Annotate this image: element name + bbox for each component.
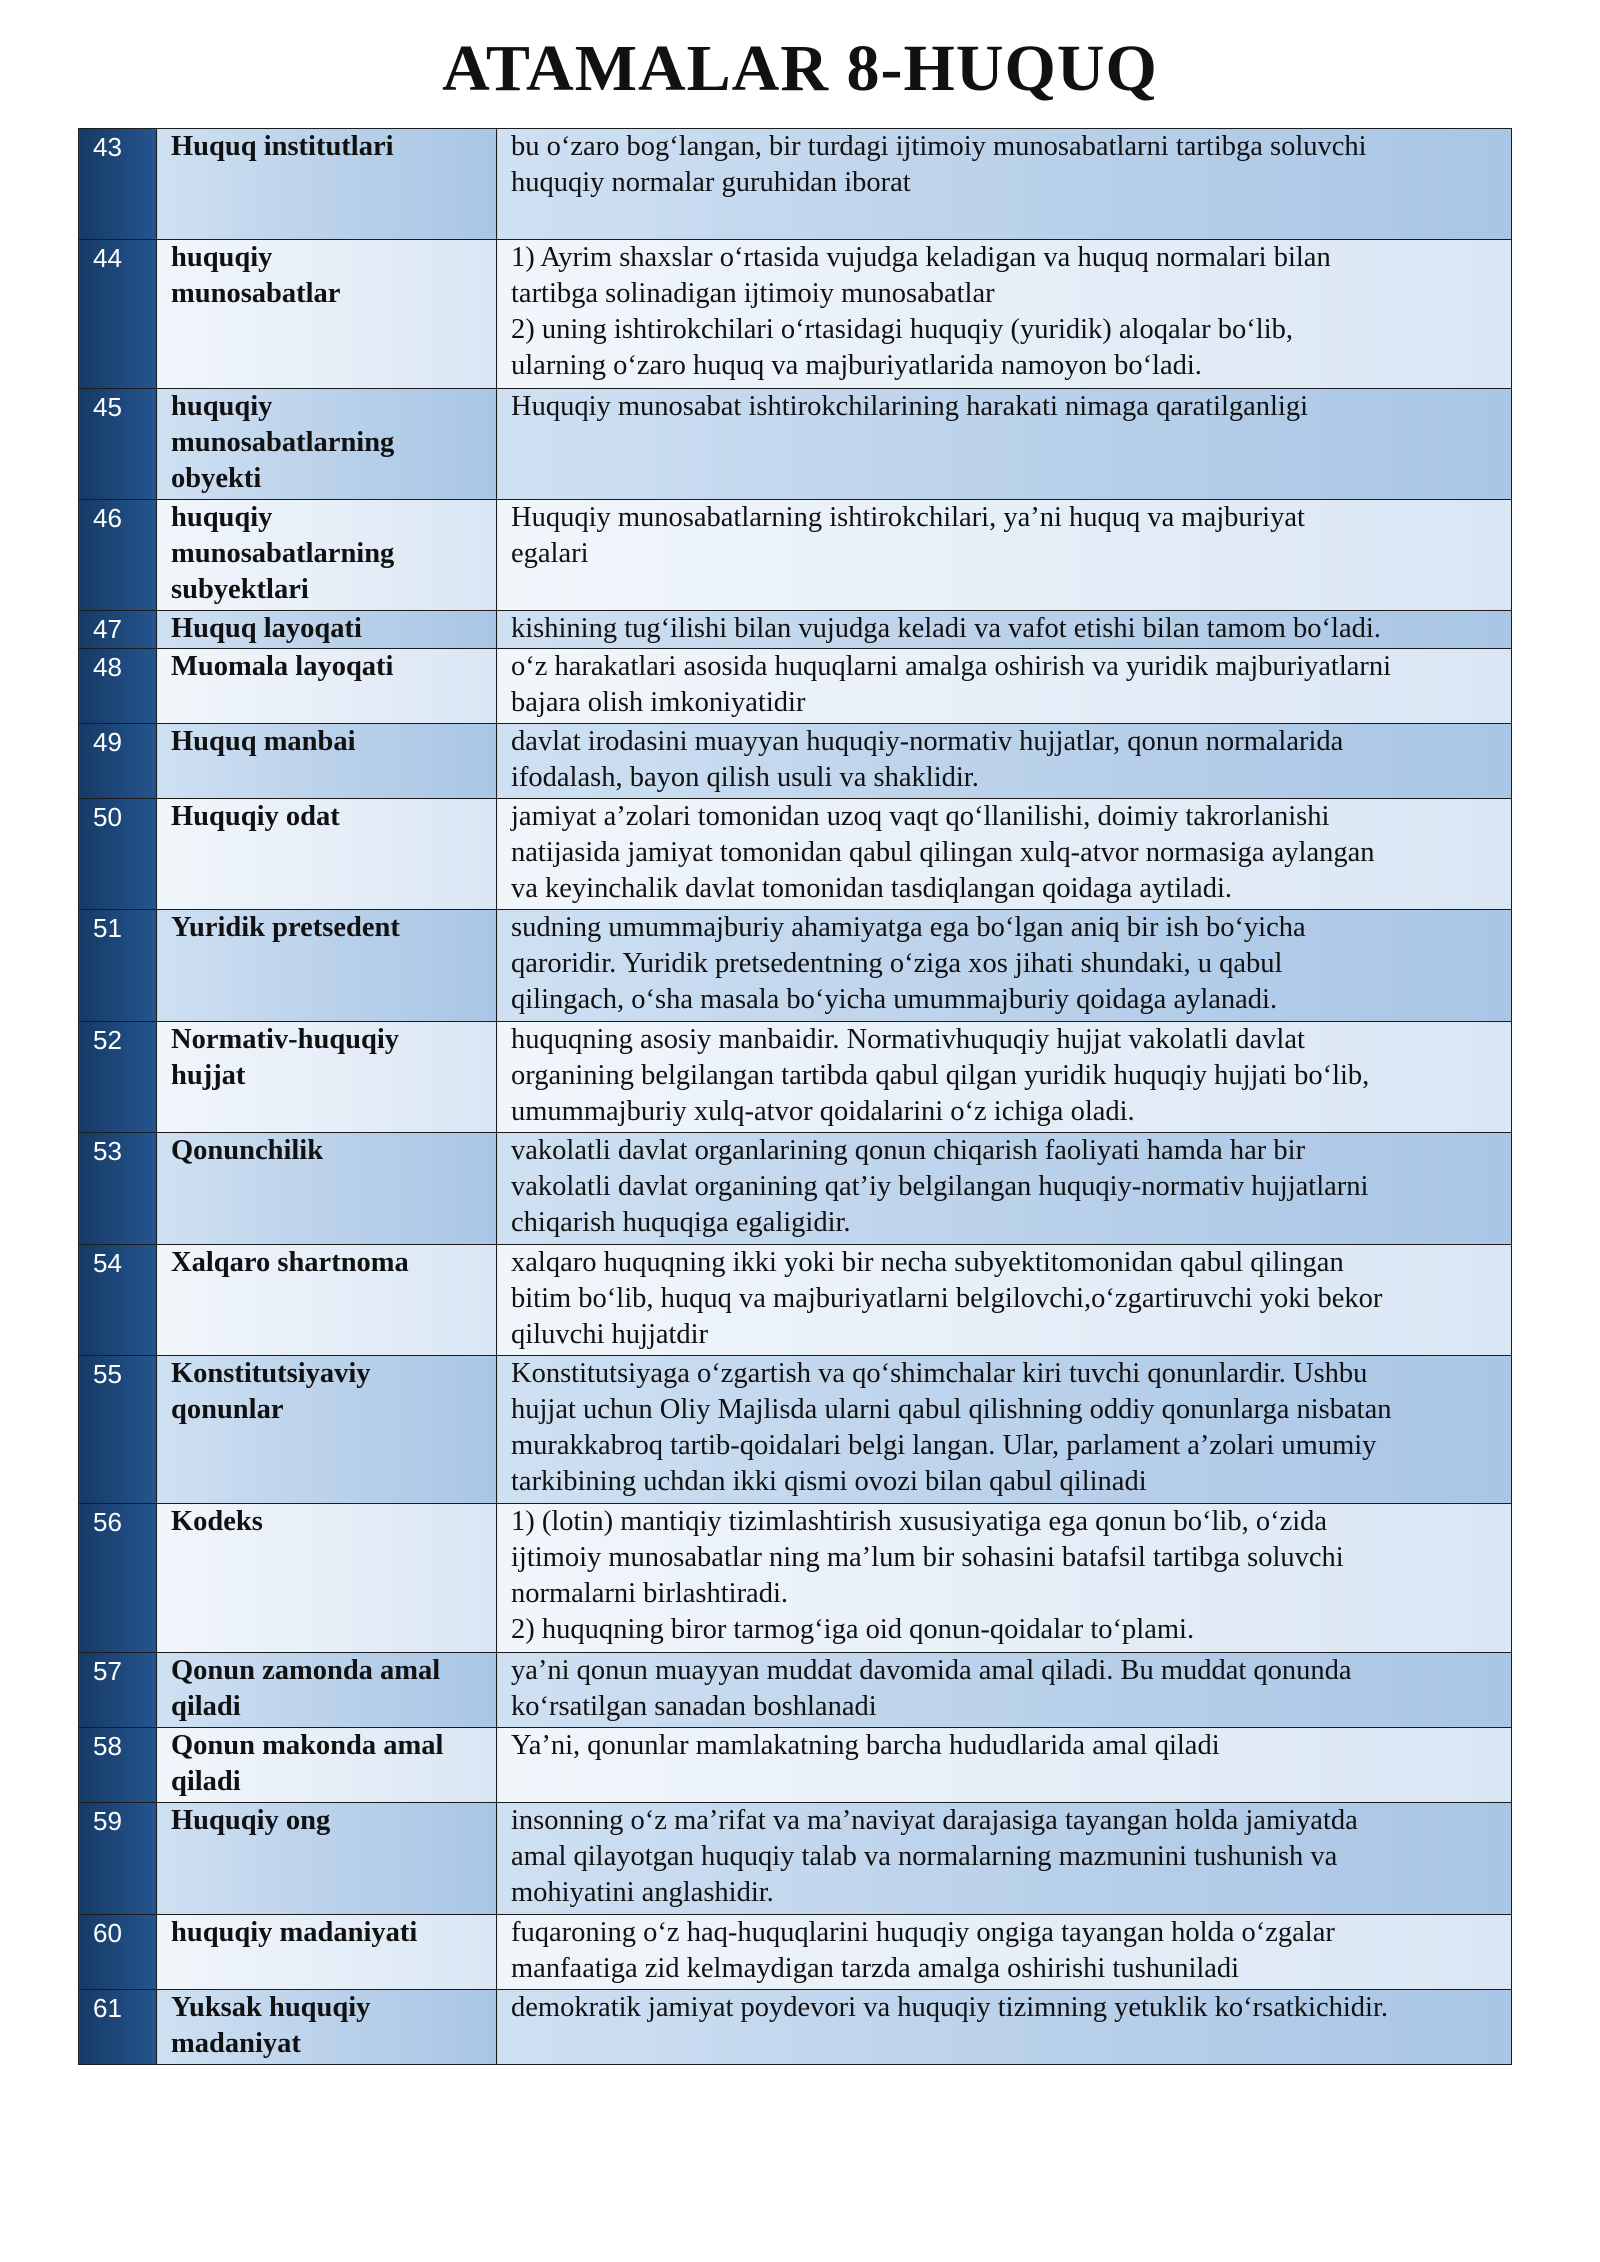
term-cell bbox=[157, 1653, 497, 1728]
definition-line: bajara olish imkoniyatidir bbox=[511, 687, 806, 718]
definition-line: Ya’ni, qonunlar mamlakatning barcha hududlarida amal qiladi bbox=[511, 1730, 1220, 1761]
term-cell bbox=[157, 1990, 497, 2065]
definition-cell bbox=[497, 1915, 1512, 1990]
definition-line: davlat irodasini muayyan huquqiy-normativ hujjatlar, qonun normalarida bbox=[511, 726, 1344, 757]
definition-line: huquqning asosiy manbaidir. Normativhuquqiy hujjat vakolatli davlat bbox=[511, 1024, 1305, 1055]
term-line: huquqiy bbox=[171, 242, 273, 273]
term-line: huquqiy bbox=[171, 391, 273, 422]
definition-line: ularning o‘zaro huquq va majburiyatlarida namoyon bo‘ladi. bbox=[511, 350, 1202, 381]
table-row bbox=[79, 1990, 1512, 2065]
definition-line: umummajburiy xulq-atvor qoidalarini o‘z ichiga oladi. bbox=[511, 1096, 1135, 1127]
definition-line: tartibga solinadigan ijtimoiy munosabatlar bbox=[511, 278, 995, 309]
table-row bbox=[79, 1245, 1512, 1356]
table-row bbox=[79, 1504, 1512, 1653]
definition-line: qaroridir. Yuridik pretsedentning o‘ziga xos jihati shundaki, u qabul bbox=[511, 948, 1283, 979]
term-cell bbox=[157, 799, 497, 910]
definition-line: huquqiy normalar guruhidan iborat bbox=[511, 167, 911, 198]
definition-line: natijasida jamiyat tomonidan qabul qilingan xulq-atvor normasiga aylangan bbox=[511, 837, 1375, 868]
definition-cell bbox=[497, 1990, 1512, 2065]
definition-line: ijtimoiy munosabatlar ning ma’lum bir sohasini batafsil tartibga soluvchi bbox=[511, 1542, 1344, 1573]
term-cell bbox=[157, 724, 497, 799]
term-line: Yuridik pretsedent bbox=[171, 912, 400, 943]
definition-line: bu o‘zaro bog‘langan, bir turdagi ijtimoiy munosabatlarni tartibga soluvchi bbox=[511, 131, 1367, 162]
term-line: hujjat bbox=[171, 1060, 246, 1091]
table-row bbox=[79, 129, 1512, 240]
definition-line: manfaatiga zid kelmaydigan tarzda amalga oshirishi tushuniladi bbox=[511, 1953, 1240, 1984]
definition-line: va keyinchalik davlat tomonidan tasdiqlangan qoidaga aytiladi. bbox=[511, 873, 1233, 904]
table-row bbox=[79, 240, 1512, 389]
term-line: Huquq institutlari bbox=[171, 131, 394, 162]
definition-cell bbox=[497, 240, 1512, 389]
definition-cell bbox=[497, 1356, 1512, 1504]
definition-line: vakolatli davlat organlarining qonun chiqarish faoliyati hamda har bir bbox=[511, 1135, 1306, 1166]
table-row bbox=[79, 649, 1512, 724]
row-number: 53 bbox=[79, 1133, 157, 1245]
term-cell bbox=[157, 1022, 497, 1133]
term-line: Konstitutsiyaviy bbox=[171, 1358, 371, 1389]
definition-cell bbox=[497, 1803, 1512, 1915]
definition-cell bbox=[497, 910, 1512, 1022]
term-line: munosabatlarning bbox=[171, 427, 395, 458]
definition-cell bbox=[497, 129, 1512, 240]
term-line: Huquq layoqati bbox=[171, 613, 362, 644]
definition-line: organining belgilangan tartibda qabul qilgan yuridik huquqiy hujjati bo‘lib, bbox=[511, 1060, 1370, 1091]
definition-cell bbox=[497, 389, 1512, 500]
term-line: qiladi bbox=[171, 1766, 241, 1797]
term-line: Huquqiy ong bbox=[171, 1805, 331, 1836]
definition-line: murakkabroq tartib-qoidalari belgi langan. Ular, parlament a’zolari umumiy bbox=[511, 1430, 1377, 1461]
term-line: qonunlar bbox=[171, 1394, 284, 1425]
definition-line: chiqarish huquqiga egaligidir. bbox=[511, 1207, 851, 1238]
term-line: Normativ-huquqiy bbox=[171, 1024, 400, 1055]
definition-line: Huquqiy munosabat ishtirokchilarining harakati nimaga qaratilganligi bbox=[511, 391, 1309, 422]
definition-line: normalarni birlashtiradi. bbox=[511, 1578, 788, 1609]
definition-line: ko‘rsatilgan sanadan boshlanadi bbox=[511, 1691, 877, 1722]
table-row bbox=[79, 1915, 1512, 1990]
definition-line: egalari bbox=[511, 538, 589, 569]
terms-table bbox=[78, 128, 1512, 2065]
definition-line: kishining tug‘ilishi bilan vujudga keladi va vafot etishi bilan tamom bo‘ladi. bbox=[511, 613, 1381, 644]
row-number: 44 bbox=[79, 240, 157, 389]
definition-line: o‘z harakatlari asosida huquqlarni amalga oshirish va yuridik majburiyatlarni bbox=[511, 651, 1392, 682]
row-number: 48 bbox=[79, 649, 157, 724]
definition-cell bbox=[497, 649, 1512, 724]
term-line: Muomala layoqati bbox=[171, 651, 394, 682]
table-row bbox=[79, 1022, 1512, 1133]
term-cell bbox=[157, 649, 497, 724]
row-number: 55 bbox=[79, 1356, 157, 1504]
definition-line: fuqaroning o‘z haq-huquqlarini huquqiy ongiga tayangan holda o‘zgalar bbox=[511, 1917, 1335, 1948]
term-line: munosabatlarning bbox=[171, 538, 395, 569]
table-row bbox=[79, 389, 1512, 500]
term-cell bbox=[157, 1245, 497, 1356]
row-number: 52 bbox=[79, 1022, 157, 1133]
definition-line: sudning umummajburiy ahamiyatga ega bo‘lgan aniq bir ish bo‘yicha bbox=[511, 912, 1306, 943]
row-number: 43 bbox=[79, 129, 157, 240]
definition-cell bbox=[497, 1133, 1512, 1245]
row-number: 47 bbox=[79, 611, 157, 649]
term-cell bbox=[157, 1915, 497, 1990]
term-line: Qonunchilik bbox=[171, 1135, 324, 1166]
term-cell bbox=[157, 240, 497, 389]
term-line: Huquqiy odat bbox=[171, 801, 340, 832]
term-line: Qonun zamonda amal bbox=[171, 1655, 441, 1686]
row-number: 54 bbox=[79, 1245, 157, 1356]
table-row bbox=[79, 1653, 1512, 1728]
term-line: Kodeks bbox=[171, 1506, 263, 1537]
definition-line: 2) uning ishtirokchilari o‘rtasidagi huquqiy (yuridik) aloqalar bo‘lib, bbox=[511, 314, 1293, 345]
term-cell bbox=[157, 611, 497, 649]
term-line: huquqiy madaniyati bbox=[171, 1917, 418, 1948]
table-row bbox=[79, 1728, 1512, 1803]
term-cell bbox=[157, 1728, 497, 1803]
table-row bbox=[79, 910, 1512, 1022]
table-row bbox=[79, 611, 1512, 649]
definition-line: mohiyatini anglashidir. bbox=[511, 1877, 774, 1908]
definition-line: demokratik jamiyat poydevori va huquqiy tizimning yetuklik ko‘rsatkichidir. bbox=[511, 1992, 1389, 2023]
definition-cell bbox=[497, 1245, 1512, 1356]
row-number: 45 bbox=[79, 389, 157, 500]
row-number: 49 bbox=[79, 724, 157, 799]
row-number: 60 bbox=[79, 1915, 157, 1990]
definition-cell bbox=[497, 1728, 1512, 1803]
row-number: 56 bbox=[79, 1504, 157, 1653]
term-cell bbox=[157, 129, 497, 240]
definition-line: ifodalash, bayon qilish usuli va shaklidir. bbox=[511, 762, 979, 793]
term-line: subyektlari bbox=[171, 574, 309, 605]
term-line: qiladi bbox=[171, 1691, 241, 1722]
table-row bbox=[79, 500, 1512, 611]
terms-table-body bbox=[79, 129, 1512, 2065]
definition-line: 1) (lotin) mantiqiy tizimlashtirish xususiyatiga ega qonun bo‘lib, o‘zida bbox=[511, 1506, 1328, 1537]
definition-cell bbox=[497, 611, 1512, 649]
row-number: 58 bbox=[79, 1728, 157, 1803]
row-number: 61 bbox=[79, 1990, 157, 2065]
row-number: 46 bbox=[79, 500, 157, 611]
row-number: 59 bbox=[79, 1803, 157, 1915]
definition-line: insonning o‘z ma’rifat va ma’naviyat darajasiga tayangan holda jamiyatda bbox=[511, 1805, 1358, 1836]
definition-cell bbox=[497, 1653, 1512, 1728]
definition-cell bbox=[497, 1022, 1512, 1133]
term-cell bbox=[157, 1356, 497, 1504]
term-line: munosabatlar bbox=[171, 278, 341, 309]
term-cell bbox=[157, 389, 497, 500]
table-row bbox=[79, 1356, 1512, 1504]
term-cell bbox=[157, 1803, 497, 1915]
term-line: huquqiy bbox=[171, 502, 273, 533]
definition-line: jamiyat a’zolari tomonidan uzoq vaqt qo‘llanilishi, doimiy takrorlanishi bbox=[511, 801, 1330, 832]
definition-line: 2) huquqning biror tarmog‘iga oid qonun-qoidalar to‘plami. bbox=[511, 1614, 1195, 1645]
row-number: 50 bbox=[79, 799, 157, 910]
definition-line: hujjat uchun Oliy Majlisda ularni qabul qilishning oddiy qonunlarga nisbatan bbox=[511, 1394, 1392, 1425]
definition-line: bitim bo‘lib, huquq va majburiyatlarni belgilovchi,o‘zgartiruvchi yoki bekor bbox=[511, 1283, 1383, 1314]
row-number: 51 bbox=[79, 910, 157, 1022]
definition-cell bbox=[497, 799, 1512, 910]
table-row bbox=[79, 1133, 1512, 1245]
definition-line: tarkibining uchdan ikki qismi ovozi bilan qabul qilinadi bbox=[511, 1466, 1147, 1497]
term-cell bbox=[157, 500, 497, 611]
definition-cell bbox=[497, 500, 1512, 611]
definition-line: xalqaro huquqning ikki yoki bir necha subyektitomonidan qabul qilingan bbox=[511, 1247, 1344, 1278]
definition-line: vakolatli davlat organining qat’iy belgilangan huquqiy-normativ hujjatlarni bbox=[511, 1171, 1369, 1202]
definition-line: ya’ni qonun muayyan muddat davomida amal qiladi. Bu muddat qonunda bbox=[511, 1655, 1352, 1686]
table-row bbox=[79, 724, 1512, 799]
term-cell bbox=[157, 1504, 497, 1653]
term-line: Xalqaro shartnoma bbox=[171, 1247, 409, 1278]
page-title: ATAMALAR 8-HUQUQ bbox=[442, 32, 1158, 105]
definition-line: Huquqiy munosabatlarning ishtirokchilari, ya’ni huquq va majburiyat bbox=[511, 502, 1305, 533]
definition-cell bbox=[497, 724, 1512, 799]
definition-line: qilingach, o‘sha masala bo‘yicha umummajburiy qoidaga aylanadi. bbox=[511, 984, 1278, 1015]
term-line: Huquq manbai bbox=[171, 726, 356, 757]
row-number: 57 bbox=[79, 1653, 157, 1728]
term-cell bbox=[157, 1133, 497, 1245]
definition-line: Konstitutsiyaga o‘zgartish va qo‘shimchalar kiri tuvchi qonunlardir. Ushbu bbox=[511, 1358, 1368, 1389]
term-line: Yuksak huquqiy bbox=[171, 1992, 371, 2023]
table-row bbox=[79, 1803, 1512, 1915]
definition-line: 1) Ayrim shaxslar o‘rtasida vujudga keladigan va huquq normalari bilan bbox=[511, 242, 1331, 273]
definition-line: qiluvchi hujjatdir bbox=[511, 1319, 709, 1350]
term-cell bbox=[157, 910, 497, 1022]
definition-line: amal qilayotgan huquqiy talab va normalarning mazmunini tushunish va bbox=[511, 1841, 1338, 1872]
term-line: madaniyat bbox=[171, 2028, 301, 2059]
term-line: obyekti bbox=[171, 463, 262, 494]
table-row bbox=[79, 799, 1512, 910]
term-line: Qonun makonda amal bbox=[171, 1730, 444, 1761]
definition-cell bbox=[497, 1504, 1512, 1653]
